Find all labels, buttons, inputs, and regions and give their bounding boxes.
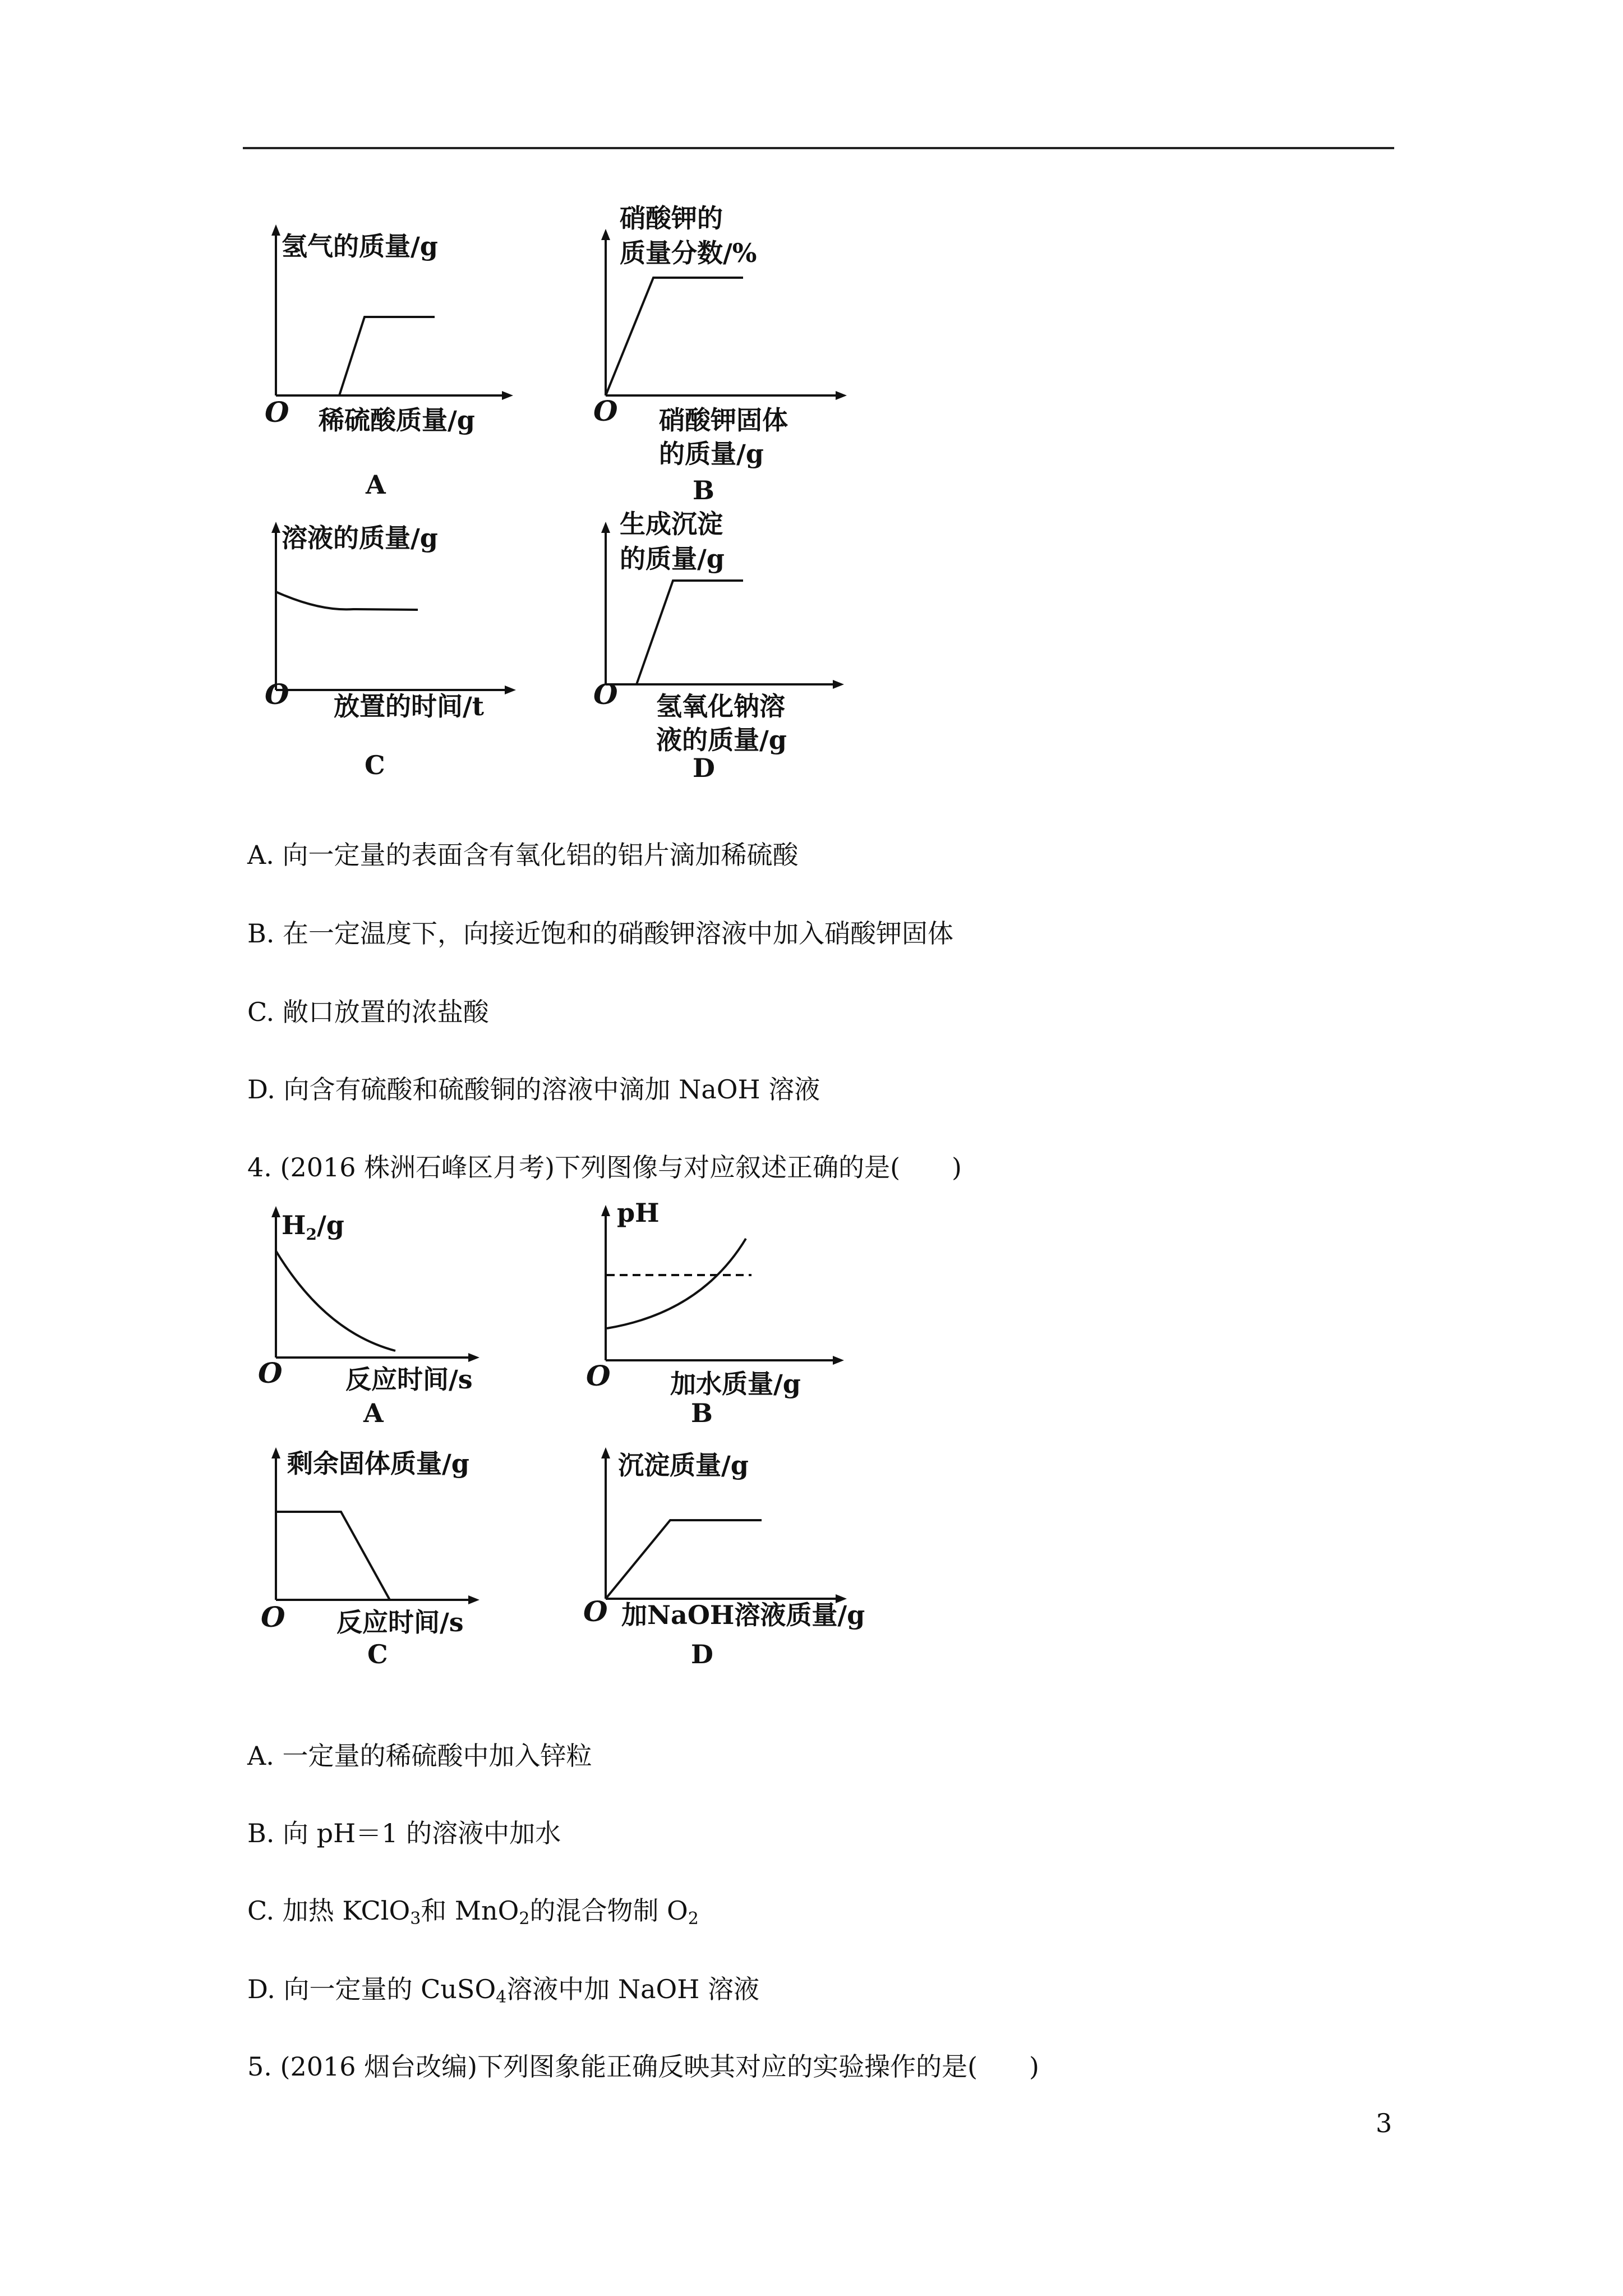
q3-c-origin: O xyxy=(265,678,289,711)
q4-c-sub-3: 2 xyxy=(688,1909,699,1929)
q3-graph-b xyxy=(572,202,909,516)
q4-b-ylabel: pH xyxy=(617,1198,660,1228)
q4-graph-a xyxy=(241,1195,555,1442)
q4-a-origin: O xyxy=(258,1356,283,1389)
q3-b-ylabel-2: 质量分数/% xyxy=(620,238,757,268)
q3-d-letter: D xyxy=(693,753,715,783)
q3-d-ylabel-1: 生成沉淀 xyxy=(620,509,723,539)
q4-d-letter: D xyxy=(691,1639,713,1669)
svg-text:H2/g xyxy=(282,1210,344,1244)
q4-option-d xyxy=(247,1969,759,2006)
q3-c-letter: C xyxy=(365,750,385,780)
q3-graph-a xyxy=(241,219,555,510)
q3-option-a: A. 向一定量的表面含有氧化铝的铝片滴加稀硫酸 xyxy=(247,840,799,870)
q4-c-text-3: 的混合物制 O xyxy=(529,1895,688,1926)
q4-a-ylabel-sub: 2 xyxy=(306,1225,317,1244)
q3-option-c: C. 敞口放置的浓盐酸 xyxy=(247,997,489,1027)
q3-a-origin: O xyxy=(265,395,289,429)
q4-option-b: B. 向 pH＝1 的溶液中加水 xyxy=(247,1818,561,1848)
q3-graph-d xyxy=(572,505,909,785)
q4-d-origin: O xyxy=(583,1595,608,1628)
q4-b-origin: O xyxy=(586,1359,611,1392)
q4-c-sub-2: 2 xyxy=(519,1909,530,1929)
q3-b-origin: O xyxy=(593,394,618,427)
page-number: 3 xyxy=(1376,2108,1393,2138)
q3-c-ylabel: 溶液的质量/g xyxy=(282,523,438,553)
q5-stem: 5. (2016 烟台改编)下列图象能正确反映其对应的实验操作的是( ) xyxy=(247,2051,1039,2082)
q3-option-d: D. 向含有硫酸和硫酸铜的溶液中滴加 NaOH 溶液 xyxy=(247,1074,820,1105)
q4-c-origin: O xyxy=(261,1600,285,1634)
q3-a-ylabel: 氢气的质量/g xyxy=(282,231,438,261)
q4-b-xlabel: 加水质量/g xyxy=(670,1369,801,1399)
q4-c-xlabel: 反应时间/s xyxy=(336,1607,464,1637)
q4-a-ylabel-rest: /g xyxy=(316,1210,344,1240)
q3-a-letter: A xyxy=(366,470,386,500)
q3-b-ylabel-1: 硝酸钾的 xyxy=(620,203,723,233)
q3-b-xlabel-2: 的质量/g xyxy=(659,439,764,469)
q3-d-xlabel-2: 液的质量/g xyxy=(656,725,787,755)
q4-a-ylabel-main: H xyxy=(282,1210,306,1240)
q3-a-xlabel: 稀硫酸质量/g xyxy=(319,405,475,435)
q4-graph-c xyxy=(241,1436,555,1683)
q4-a-xlabel: 反应时间/s xyxy=(345,1364,473,1395)
q4-c-letter: C xyxy=(367,1639,388,1669)
q4-d-text-2: 溶液中加 NaOH 溶液 xyxy=(506,1974,759,2004)
q3-d-origin: O xyxy=(593,678,618,711)
q4-d-sub: 4 xyxy=(496,1987,507,2007)
q3-graph-c xyxy=(241,510,555,797)
q4-d-text-1: D. 向一定量的 CuSO xyxy=(247,1974,496,2004)
q3-b-letter: B xyxy=(693,475,714,505)
q3-c-xlabel: 放置的时间/t xyxy=(334,691,485,721)
q3-b-xlabel-1: 硝酸钾固体 xyxy=(659,405,788,435)
q4-c-text-2: 和 MnO xyxy=(421,1895,519,1926)
q4-c-sub-1: 3 xyxy=(410,1909,421,1929)
q4-b-letter: B xyxy=(691,1398,713,1428)
q4-graph-b xyxy=(572,1195,909,1442)
q4-option-a: A. 一定量的稀硫酸中加入锌粒 xyxy=(247,1741,592,1771)
q3-d-xlabel-1: 氢氧化钠溶 xyxy=(656,691,785,721)
q3-option-b: B. 在一定温度下，向接近饱和的硝酸钾溶液中加入硝酸钾固体 xyxy=(247,918,954,949)
q4-d-ylabel: 沉淀质量/g xyxy=(618,1450,749,1480)
q4-a-letter: A xyxy=(363,1398,384,1428)
q3-d-ylabel-2: 的质量/g xyxy=(620,544,725,574)
q4-option-c xyxy=(247,1890,699,1927)
q4-d-xlabel: 加NaOH溶液质量/g xyxy=(621,1600,865,1630)
q4-graph-d xyxy=(572,1436,931,1683)
header-rule xyxy=(243,147,1394,149)
q4-c-ylabel: 剩余固体质量/g xyxy=(287,1448,469,1479)
q4-c-text-1: C. 加热 KClO xyxy=(247,1895,411,1926)
q4-stem: 4. (2016 株洲石峰区月考)下列图像与对应叙述正确的是( ) xyxy=(247,1152,962,1182)
